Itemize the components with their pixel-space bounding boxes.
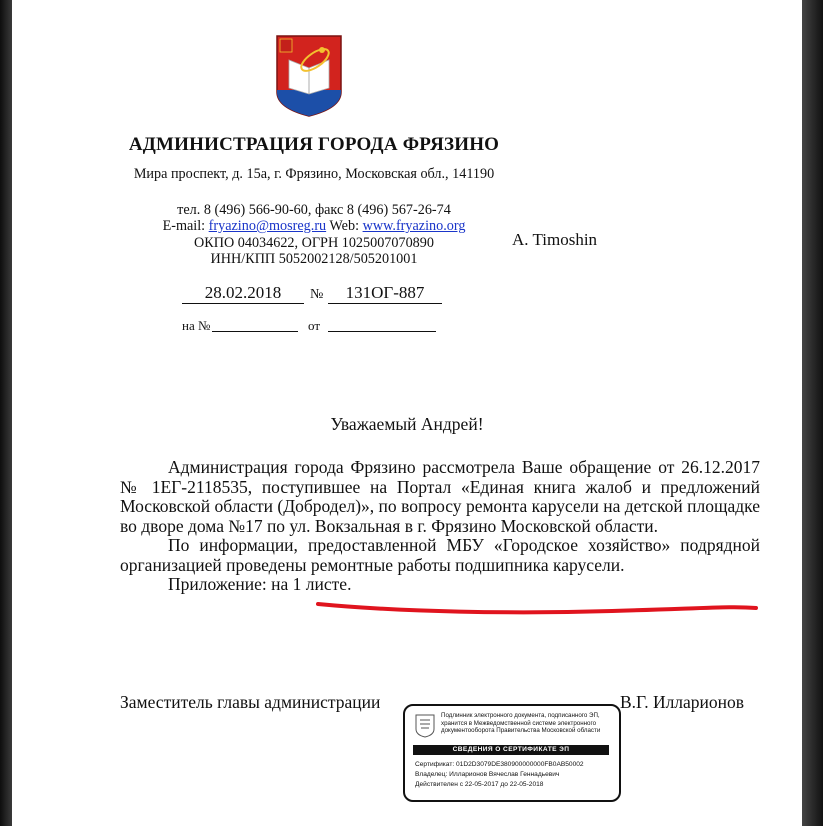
web-link[interactable]: www.fryazino.org: [362, 218, 466, 234]
document-page: [12, 0, 802, 826]
signer-name: В.Г. Илларионов: [620, 692, 745, 712]
org-phone: тел. 8 (496) 566-90-60, факс 8 (496) 567-26-74: [177, 202, 451, 218]
reference-from-label: от: [308, 318, 321, 333]
org-address: Мира проспект, д. 15а, г. Фрязино, Московская обл., 141190: [133, 166, 495, 182]
viewer-left-edge: [0, 0, 12, 826]
paragraph-2: По информации, предоставленной МБУ «Городское хозяйство» подрядной организацией проведены ремонтные работы подшипника карусели.: [120, 535, 760, 575]
email-link[interactable]: fryazino@mosreg.ru: [208, 218, 327, 234]
reference-date-blank: [328, 331, 436, 332]
stamp-validity: Действителен с 22-05-2017 до 22-05-2018: [415, 781, 544, 788]
stamp-certificate: Сертификат: 01D2D3079DE380900000000FB0AB50002: [415, 761, 584, 768]
email-label: E-mail:: [162, 218, 209, 234]
recipient-name: A. Timoshin: [512, 230, 598, 249]
org-inn: ИНН/КПП 5052002128/505201001: [210, 251, 418, 267]
paragraph-3: Приложение: на 1 листе.: [168, 574, 352, 594]
stamp-header: СВЕДЕНИЯ О СЕРТИФИКАТЕ ЭП: [413, 745, 609, 755]
stamp-owner: Владелец: Илларионов Вячеслав Геннадьевич: [415, 771, 560, 778]
registration-date: 28.02.2018: [182, 283, 304, 304]
letter-body: [120, 458, 760, 595]
signer-title: Заместитель главы администрации: [120, 692, 381, 712]
mosobl-emblem-icon: [415, 714, 435, 738]
digital-signature-stamp: [403, 704, 621, 802]
reference-number-label: на №: [182, 318, 211, 333]
stamp-note: Подлинник электронного документа, подписанного ЭП, хранится в Межведомственной системе электронного документооборота Правительства Московской области: [441, 712, 601, 735]
red-underline-mark: [312, 596, 762, 620]
city-coat-of-arms: [275, 34, 343, 118]
viewer-right-edge: [802, 0, 823, 826]
paragraph-1: Администрация города Фрязино рассмотрела Ваше обращение от 26.12.2017 № 1ЕГ-2118535, поступившее на Портал «Единая книга жалоб и предложений Московской области (Добродел)», по вопросу ремонта карусели на детской площадке во дворе дома №17 по ул. Вокзальная в г. Фрязино Московской области.: [120, 457, 760, 536]
greeting: Уважаемый Андрей!: [330, 414, 484, 434]
org-okpo: ОКПО 04034622, ОГРН 1025007070890: [194, 235, 434, 251]
reference-number-blank: [212, 331, 298, 332]
web-label: Web:: [326, 218, 363, 234]
org-title: АДМИНИСТРАЦИЯ ГОРОДА ФРЯЗИНО: [128, 134, 500, 155]
registration-number: 131ОГ-887: [328, 283, 442, 304]
registration-number-label: №: [310, 287, 324, 302]
